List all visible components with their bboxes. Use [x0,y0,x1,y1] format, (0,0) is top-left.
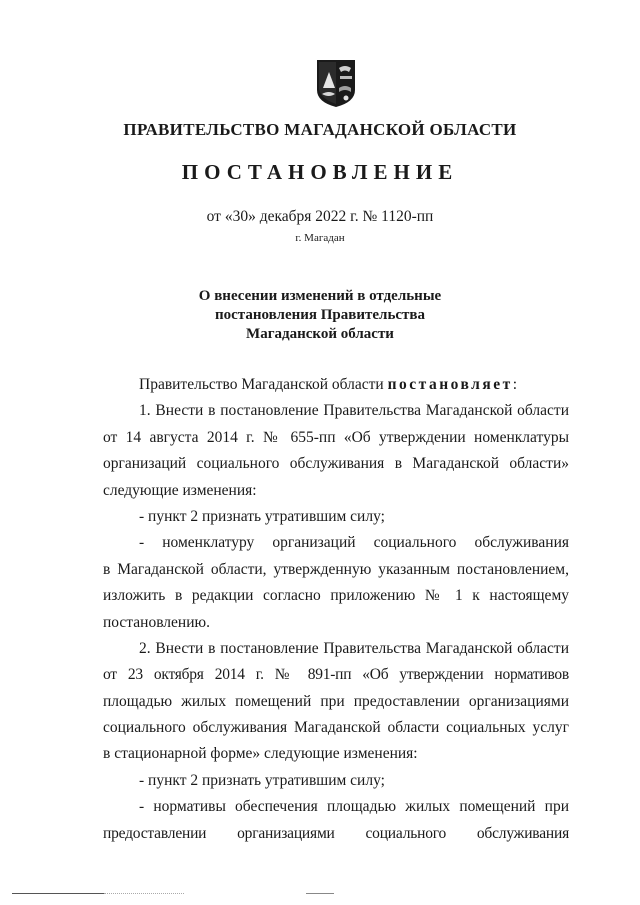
paragraph-line: площадью жилых помещений при предоставлении организациями [103,692,569,710]
paragraph-line: организаций социального обслуживания в Магаданской области» [103,455,569,473]
paragraph-line: в Магаданской области, утвержденную указанным постановлением, [103,560,569,578]
document-type: ПОСТАНОВЛЕНИЕ [181,160,459,184]
list-item: - номенклатуру организаций социального обслуживания [139,534,569,552]
paragraph-line: постановлению. [103,613,210,631]
document-body [103,372,569,847]
subject-line: постановления Правительства [215,307,425,323]
paragraph-line: от 14 августа 2014 г. № 655-пп «Об утверждении номенклатуры [103,428,569,446]
intro-line [103,372,569,398]
subject-line: О внесении изменений в отдельные [198,288,442,304]
document-subject [170,287,470,344]
paragraph-line: 2. Внести в постановление Правительства Магаданской области [139,639,569,657]
government-name: ПРАВИТЕЛЬСТВО МАГАДАНСКОЙ ОБЛАСТИ [123,120,517,139]
paragraph-line: 1. Внести в постановление Правительства Магаданской области [139,402,569,420]
document-city: г. Магадан [295,232,345,244]
intro-text: Правительство Магаданской области [139,376,384,393]
footer-dots [104,893,184,895]
document-date-number: от «30» декабря 2022 г. № 1120-пп [206,208,434,225]
intro-verb: постановляет [387,376,513,393]
subject-line: Магаданской области [246,326,394,342]
intro-colon: : [512,376,518,393]
paragraph-line: изложить в редакции согласно приложению № 1 к настоящему [103,587,569,605]
paragraph-line: предоставлении организациями социального обслуживания [103,824,569,842]
footer-rule [12,893,104,894]
list-item: - нормативы обеспечения площадью жилых помещений при [139,798,569,816]
list-item: - пункт 2 признать утратившим силу; [139,771,385,789]
paragraph-line: от 23 октября 2014 г. № 891-пп «Об утверждении нормативов [103,666,569,684]
paragraph-line: следующие изменения: [103,481,257,499]
list-item: - пункт 2 признать утратившим силу; [139,507,385,525]
paragraph-line: в стационарной форме» следующие изменения: [103,745,418,763]
coat-of-arms-icon [315,58,357,108]
footer-rule [306,893,334,894]
paragraph-line: социального обслуживания Магаданской области социальных услуг [103,719,569,737]
